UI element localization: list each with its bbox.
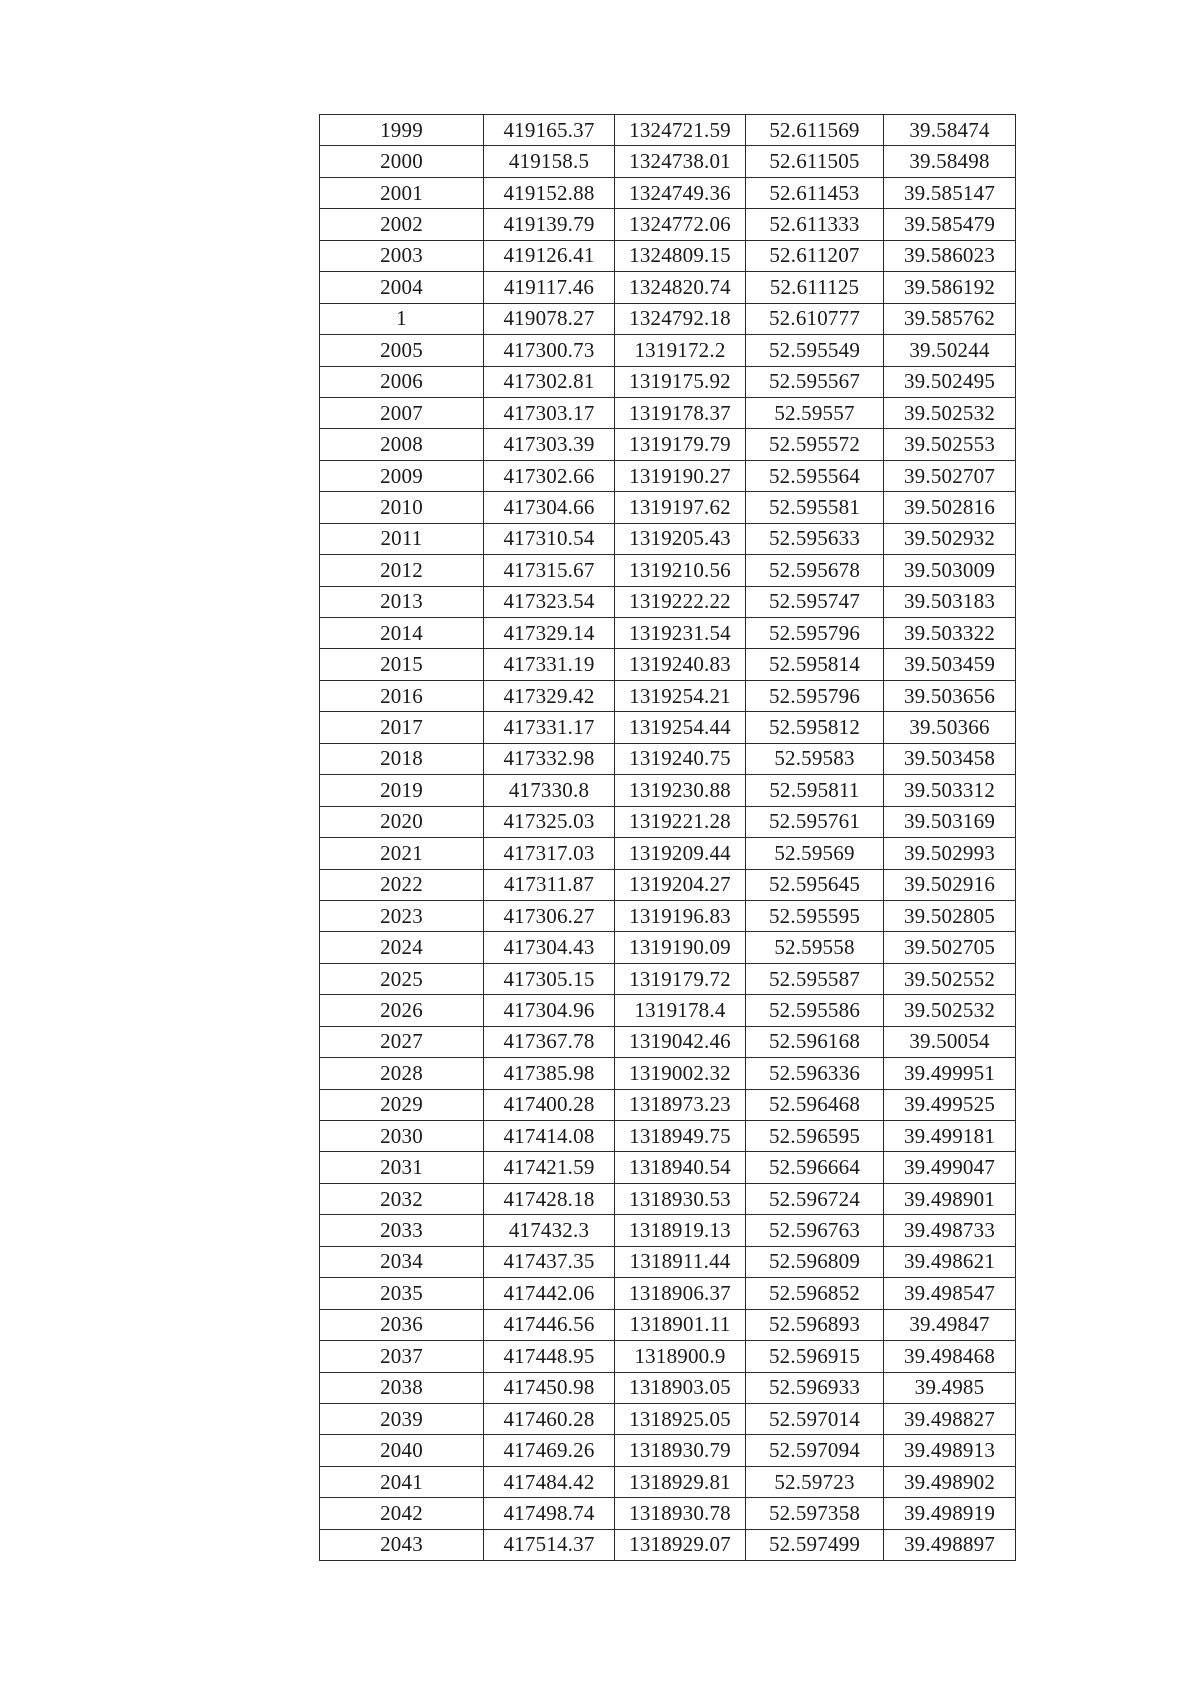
longitude-cell: 39.586023	[884, 240, 1016, 271]
point-number-cell: 2032	[320, 1183, 484, 1214]
x-coordinate-cell: 417315.67	[484, 555, 615, 586]
point-number-cell: 1	[320, 303, 484, 334]
x-coordinate-cell: 417432.3	[484, 1215, 615, 1246]
table-row	[320, 618, 1016, 649]
point-number-cell: 2043	[320, 1529, 484, 1560]
x-coordinate-cell: 417448.95	[484, 1341, 615, 1372]
point-number-cell: 2018	[320, 743, 484, 774]
latitude-cell: 52.596893	[746, 1309, 884, 1340]
latitude-cell: 52.596168	[746, 1026, 884, 1057]
point-number-cell: 2030	[320, 1121, 484, 1152]
x-coordinate-cell: 417469.26	[484, 1435, 615, 1466]
y-coordinate-cell: 1324792.18	[615, 303, 746, 334]
latitude-cell: 52.611207	[746, 240, 884, 271]
point-number-cell: 2038	[320, 1372, 484, 1403]
table-row	[320, 1058, 1016, 1089]
y-coordinate-cell: 1319210.56	[615, 555, 746, 586]
x-coordinate-cell: 417331.17	[484, 712, 615, 743]
x-coordinate-cell: 417303.39	[484, 429, 615, 460]
point-number-cell: 2037	[320, 1341, 484, 1372]
y-coordinate-cell: 1319230.88	[615, 775, 746, 806]
x-coordinate-cell: 417302.81	[484, 366, 615, 397]
point-number-cell: 2005	[320, 335, 484, 366]
latitude-cell: 52.595812	[746, 712, 884, 743]
latitude-cell: 52.611453	[746, 177, 884, 208]
latitude-cell: 52.59723	[746, 1466, 884, 1497]
latitude-cell: 52.595633	[746, 523, 884, 554]
longitude-cell: 39.502932	[884, 523, 1016, 554]
x-coordinate-cell: 417437.35	[484, 1246, 615, 1277]
latitude-cell: 52.596664	[746, 1152, 884, 1183]
longitude-cell: 39.498897	[884, 1529, 1016, 1560]
x-coordinate-cell: 417331.19	[484, 649, 615, 680]
table-row	[320, 146, 1016, 177]
table-row	[320, 1121, 1016, 1152]
latitude-cell: 52.611505	[746, 146, 884, 177]
latitude-cell: 52.596595	[746, 1121, 884, 1152]
longitude-cell: 39.498468	[884, 1341, 1016, 1372]
point-number-cell: 2004	[320, 272, 484, 303]
x-coordinate-cell: 417329.14	[484, 618, 615, 649]
x-coordinate-cell: 419078.27	[484, 303, 615, 334]
y-coordinate-cell: 1324738.01	[615, 146, 746, 177]
longitude-cell: 39.502495	[884, 366, 1016, 397]
longitude-cell: 39.502705	[884, 932, 1016, 963]
latitude-cell: 52.59557	[746, 397, 884, 428]
y-coordinate-cell: 1319205.43	[615, 523, 746, 554]
table-row	[320, 177, 1016, 208]
x-coordinate-cell: 417302.66	[484, 460, 615, 491]
longitude-cell: 39.4985	[884, 1372, 1016, 1403]
x-coordinate-cell: 417325.03	[484, 806, 615, 837]
y-coordinate-cell: 1318973.23	[615, 1089, 746, 1120]
x-coordinate-cell: 417304.96	[484, 995, 615, 1026]
x-coordinate-cell: 417329.42	[484, 680, 615, 711]
latitude-cell: 52.597094	[746, 1435, 884, 1466]
y-coordinate-cell: 1318901.11	[615, 1309, 746, 1340]
latitude-cell: 52.595796	[746, 680, 884, 711]
y-coordinate-cell: 1319222.22	[615, 586, 746, 617]
y-coordinate-cell: 1318929.81	[615, 1466, 746, 1497]
y-coordinate-cell: 1318911.44	[615, 1246, 746, 1277]
longitude-cell: 39.498827	[884, 1403, 1016, 1434]
longitude-cell: 39.502916	[884, 869, 1016, 900]
table-row	[320, 963, 1016, 994]
longitude-cell: 39.499047	[884, 1152, 1016, 1183]
table-row	[320, 649, 1016, 680]
point-number-cell: 2039	[320, 1403, 484, 1434]
y-coordinate-cell: 1318906.37	[615, 1278, 746, 1309]
point-number-cell: 2024	[320, 932, 484, 963]
longitude-cell: 39.502707	[884, 460, 1016, 491]
point-number-cell: 2007	[320, 397, 484, 428]
point-number-cell: 2000	[320, 146, 484, 177]
table-row	[320, 806, 1016, 837]
y-coordinate-cell: 1319254.21	[615, 680, 746, 711]
latitude-cell: 52.596724	[746, 1183, 884, 1214]
table-row	[320, 240, 1016, 271]
point-number-cell: 2022	[320, 869, 484, 900]
x-coordinate-cell: 417332.98	[484, 743, 615, 774]
table-row	[320, 335, 1016, 366]
longitude-cell: 39.502993	[884, 838, 1016, 869]
longitude-cell: 39.502805	[884, 900, 1016, 931]
x-coordinate-cell: 417323.54	[484, 586, 615, 617]
x-coordinate-cell: 417304.43	[484, 932, 615, 963]
latitude-cell: 52.596809	[746, 1246, 884, 1277]
point-number-cell: 2006	[320, 366, 484, 397]
longitude-cell: 39.499181	[884, 1121, 1016, 1152]
latitude-cell: 52.595796	[746, 618, 884, 649]
point-number-cell: 2017	[320, 712, 484, 743]
latitude-cell: 52.595549	[746, 335, 884, 366]
longitude-cell: 39.502532	[884, 397, 1016, 428]
table-row	[320, 1215, 1016, 1246]
x-coordinate-cell: 417446.56	[484, 1309, 615, 1340]
table-row	[320, 743, 1016, 774]
longitude-cell: 39.498902	[884, 1466, 1016, 1497]
point-number-cell: 2023	[320, 900, 484, 931]
y-coordinate-cell: 1318903.05	[615, 1372, 746, 1403]
y-coordinate-cell: 1318919.13	[615, 1215, 746, 1246]
longitude-cell: 39.502532	[884, 995, 1016, 1026]
x-coordinate-cell: 417498.74	[484, 1498, 615, 1529]
table-row	[320, 272, 1016, 303]
table-row	[320, 932, 1016, 963]
latitude-cell: 52.595564	[746, 460, 884, 491]
y-coordinate-cell: 1324772.06	[615, 209, 746, 240]
coordinates-table	[319, 114, 1016, 1561]
longitude-cell: 39.58474	[884, 115, 1016, 146]
longitude-cell: 39.503459	[884, 649, 1016, 680]
table-row	[320, 1246, 1016, 1277]
point-number-cell: 2010	[320, 492, 484, 523]
x-coordinate-cell: 419152.88	[484, 177, 615, 208]
latitude-cell: 52.595572	[746, 429, 884, 460]
x-coordinate-cell: 417421.59	[484, 1152, 615, 1183]
longitude-cell: 39.50054	[884, 1026, 1016, 1057]
latitude-cell: 52.596852	[746, 1278, 884, 1309]
latitude-cell: 52.595581	[746, 492, 884, 523]
latitude-cell: 52.595567	[746, 366, 884, 397]
point-number-cell: 2027	[320, 1026, 484, 1057]
x-coordinate-cell: 417385.98	[484, 1058, 615, 1089]
point-number-cell: 2009	[320, 460, 484, 491]
latitude-cell: 52.595747	[746, 586, 884, 617]
y-coordinate-cell: 1319240.83	[615, 649, 746, 680]
point-number-cell: 2014	[320, 618, 484, 649]
point-number-cell: 2041	[320, 1466, 484, 1497]
x-coordinate-cell: 419139.79	[484, 209, 615, 240]
x-coordinate-cell: 417450.98	[484, 1372, 615, 1403]
table-row	[320, 712, 1016, 743]
point-number-cell: 2013	[320, 586, 484, 617]
point-number-cell: 2029	[320, 1089, 484, 1120]
x-coordinate-cell: 417460.28	[484, 1403, 615, 1434]
y-coordinate-cell: 1318940.54	[615, 1152, 746, 1183]
table-row	[320, 209, 1016, 240]
table-row	[320, 555, 1016, 586]
latitude-cell: 52.595814	[746, 649, 884, 680]
table-row	[320, 680, 1016, 711]
longitude-cell: 39.503183	[884, 586, 1016, 617]
latitude-cell: 52.595761	[746, 806, 884, 837]
x-coordinate-cell: 419117.46	[484, 272, 615, 303]
y-coordinate-cell: 1319197.62	[615, 492, 746, 523]
latitude-cell: 52.595586	[746, 995, 884, 1026]
y-coordinate-cell: 1319178.4	[615, 995, 746, 1026]
table-row	[320, 303, 1016, 334]
latitude-cell: 52.597499	[746, 1529, 884, 1560]
latitude-cell: 52.595595	[746, 900, 884, 931]
longitude-cell: 39.499525	[884, 1089, 1016, 1120]
y-coordinate-cell: 1324809.15	[615, 240, 746, 271]
x-coordinate-cell: 419158.5	[484, 146, 615, 177]
longitude-cell: 39.586192	[884, 272, 1016, 303]
table-row	[320, 995, 1016, 1026]
longitude-cell: 39.585147	[884, 177, 1016, 208]
latitude-cell: 52.595587	[746, 963, 884, 994]
x-coordinate-cell: 417305.15	[484, 963, 615, 994]
x-coordinate-cell: 417428.18	[484, 1183, 615, 1214]
longitude-cell: 39.585479	[884, 209, 1016, 240]
table-row	[320, 523, 1016, 554]
table-row	[320, 869, 1016, 900]
longitude-cell: 39.503458	[884, 743, 1016, 774]
table-row	[320, 1089, 1016, 1120]
x-coordinate-cell: 417484.42	[484, 1466, 615, 1497]
y-coordinate-cell: 1318930.78	[615, 1498, 746, 1529]
longitude-cell: 39.502553	[884, 429, 1016, 460]
y-coordinate-cell: 1319042.46	[615, 1026, 746, 1057]
point-number-cell: 2003	[320, 240, 484, 271]
latitude-cell: 52.595678	[746, 555, 884, 586]
point-number-cell: 2042	[320, 1498, 484, 1529]
longitude-cell: 39.585762	[884, 303, 1016, 334]
x-coordinate-cell: 417300.73	[484, 335, 615, 366]
latitude-cell: 52.597358	[746, 1498, 884, 1529]
latitude-cell: 52.596336	[746, 1058, 884, 1089]
x-coordinate-cell: 417400.28	[484, 1089, 615, 1120]
x-coordinate-cell: 417311.87	[484, 869, 615, 900]
latitude-cell: 52.611333	[746, 209, 884, 240]
latitude-cell: 52.596915	[746, 1341, 884, 1372]
point-number-cell: 2028	[320, 1058, 484, 1089]
y-coordinate-cell: 1319002.32	[615, 1058, 746, 1089]
latitude-cell: 52.59558	[746, 932, 884, 963]
y-coordinate-cell: 1319190.27	[615, 460, 746, 491]
longitude-cell: 39.503312	[884, 775, 1016, 806]
point-number-cell: 2008	[320, 429, 484, 460]
point-number-cell: 2033	[320, 1215, 484, 1246]
y-coordinate-cell: 1324721.59	[615, 115, 746, 146]
y-coordinate-cell: 1319175.92	[615, 366, 746, 397]
x-coordinate-cell: 417514.37	[484, 1529, 615, 1560]
x-coordinate-cell: 417303.17	[484, 397, 615, 428]
point-number-cell: 2021	[320, 838, 484, 869]
table-row	[320, 1341, 1016, 1372]
y-coordinate-cell: 1318949.75	[615, 1121, 746, 1152]
longitude-cell: 39.49847	[884, 1309, 1016, 1340]
y-coordinate-cell: 1319172.2	[615, 335, 746, 366]
x-coordinate-cell: 419165.37	[484, 115, 615, 146]
y-coordinate-cell: 1319231.54	[615, 618, 746, 649]
table-row	[320, 1403, 1016, 1434]
y-coordinate-cell: 1318900.9	[615, 1341, 746, 1372]
latitude-cell: 52.595645	[746, 869, 884, 900]
table-row	[320, 460, 1016, 491]
point-number-cell: 2001	[320, 177, 484, 208]
y-coordinate-cell: 1319190.09	[615, 932, 746, 963]
y-coordinate-cell: 1319179.79	[615, 429, 746, 460]
table-row	[320, 1309, 1016, 1340]
longitude-cell: 39.499951	[884, 1058, 1016, 1089]
table-row	[320, 1183, 1016, 1214]
latitude-cell: 52.59583	[746, 743, 884, 774]
longitude-cell: 39.498733	[884, 1215, 1016, 1246]
x-coordinate-cell: 417330.8	[484, 775, 615, 806]
point-number-cell: 2015	[320, 649, 484, 680]
table-row	[320, 1152, 1016, 1183]
table-row	[320, 1498, 1016, 1529]
latitude-cell: 52.596933	[746, 1372, 884, 1403]
y-coordinate-cell: 1319221.28	[615, 806, 746, 837]
latitude-cell: 52.596468	[746, 1089, 884, 1120]
point-number-cell: 2040	[320, 1435, 484, 1466]
latitude-cell: 52.59569	[746, 838, 884, 869]
table-row	[320, 1278, 1016, 1309]
longitude-cell: 39.503009	[884, 555, 1016, 586]
y-coordinate-cell: 1319209.44	[615, 838, 746, 869]
longitude-cell: 39.502816	[884, 492, 1016, 523]
x-coordinate-cell: 417306.27	[484, 900, 615, 931]
y-coordinate-cell: 1318930.53	[615, 1183, 746, 1214]
latitude-cell: 52.610777	[746, 303, 884, 334]
longitude-cell: 39.498901	[884, 1183, 1016, 1214]
x-coordinate-cell: 417414.08	[484, 1121, 615, 1152]
longitude-cell: 39.50244	[884, 335, 1016, 366]
table-row	[320, 429, 1016, 460]
y-coordinate-cell: 1318930.79	[615, 1435, 746, 1466]
longitude-cell: 39.58498	[884, 146, 1016, 177]
longitude-cell: 39.503656	[884, 680, 1016, 711]
table-row	[320, 366, 1016, 397]
x-coordinate-cell: 419126.41	[484, 240, 615, 271]
table-row	[320, 900, 1016, 931]
x-coordinate-cell: 417317.03	[484, 838, 615, 869]
point-number-cell: 2036	[320, 1309, 484, 1340]
table-row	[320, 492, 1016, 523]
y-coordinate-cell: 1318925.05	[615, 1403, 746, 1434]
x-coordinate-cell: 417442.06	[484, 1278, 615, 1309]
y-coordinate-cell: 1324820.74	[615, 272, 746, 303]
table-row	[320, 1026, 1016, 1057]
y-coordinate-cell: 1319196.83	[615, 900, 746, 931]
table-row	[320, 397, 1016, 428]
latitude-cell: 52.596763	[746, 1215, 884, 1246]
table-row	[320, 1466, 1016, 1497]
x-coordinate-cell: 417304.66	[484, 492, 615, 523]
point-number-cell: 2011	[320, 523, 484, 554]
point-number-cell: 2019	[320, 775, 484, 806]
coordinates-table-body	[320, 115, 1016, 1561]
latitude-cell: 52.595811	[746, 775, 884, 806]
point-number-cell: 2026	[320, 995, 484, 1026]
point-number-cell: 2016	[320, 680, 484, 711]
point-number-cell: 1999	[320, 115, 484, 146]
y-coordinate-cell: 1318929.07	[615, 1529, 746, 1560]
point-number-cell: 2020	[320, 806, 484, 837]
longitude-cell: 39.498547	[884, 1278, 1016, 1309]
point-number-cell: 2031	[320, 1152, 484, 1183]
point-number-cell: 2012	[320, 555, 484, 586]
table-row	[320, 586, 1016, 617]
longitude-cell: 39.498913	[884, 1435, 1016, 1466]
latitude-cell: 52.597014	[746, 1403, 884, 1434]
point-number-cell: 2034	[320, 1246, 484, 1277]
y-coordinate-cell: 1319179.72	[615, 963, 746, 994]
longitude-cell: 39.50366	[884, 712, 1016, 743]
table-row	[320, 1435, 1016, 1466]
table-row	[320, 115, 1016, 146]
table-row	[320, 1529, 1016, 1560]
longitude-cell: 39.498621	[884, 1246, 1016, 1277]
x-coordinate-cell: 417310.54	[484, 523, 615, 554]
y-coordinate-cell: 1319204.27	[615, 869, 746, 900]
y-coordinate-cell: 1319178.37	[615, 397, 746, 428]
y-coordinate-cell: 1324749.36	[615, 177, 746, 208]
latitude-cell: 52.611125	[746, 272, 884, 303]
x-coordinate-cell: 417367.78	[484, 1026, 615, 1057]
latitude-cell: 52.611569	[746, 115, 884, 146]
longitude-cell: 39.503322	[884, 618, 1016, 649]
longitude-cell: 39.498919	[884, 1498, 1016, 1529]
point-number-cell: 2035	[320, 1278, 484, 1309]
table-row	[320, 1372, 1016, 1403]
longitude-cell: 39.503169	[884, 806, 1016, 837]
point-number-cell: 2025	[320, 963, 484, 994]
y-coordinate-cell: 1319254.44	[615, 712, 746, 743]
y-coordinate-cell: 1319240.75	[615, 743, 746, 774]
table-row	[320, 775, 1016, 806]
point-number-cell: 2002	[320, 209, 484, 240]
longitude-cell: 39.502552	[884, 963, 1016, 994]
table-row	[320, 838, 1016, 869]
